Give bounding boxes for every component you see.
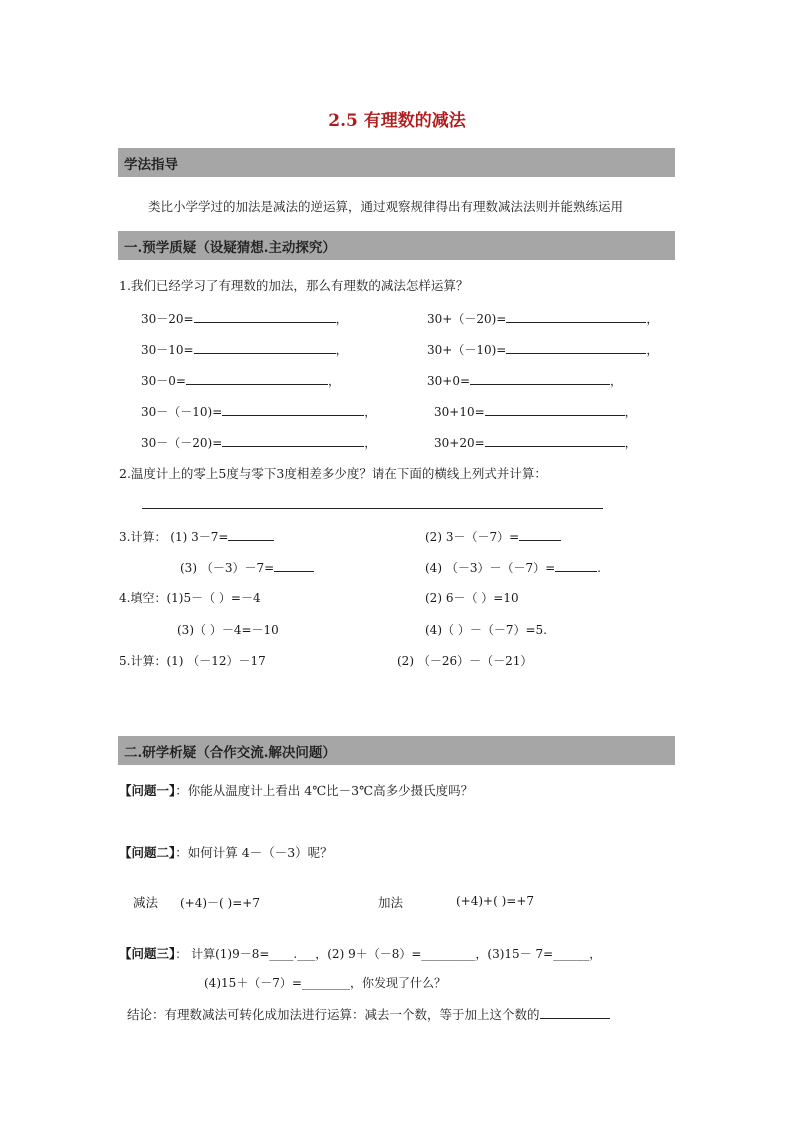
question-3-item-3: (3) （－3）－7= <box>180 558 314 576</box>
q1-right-row: 30+（－20)= ， <box>427 309 658 327</box>
q1-left-row: 30－20= ， <box>141 309 348 327</box>
q1-left-row: 30－0= ， <box>141 371 340 389</box>
q1-left-row: 30－（－10)= ， <box>141 402 376 420</box>
conclusion: 结论：有理数减法可转化成加法进行运算：减去一个数，等于加上这个数的 <box>127 1005 610 1023</box>
question-4-item-4: (4)（ ）－（－7）=5. <box>425 623 547 637</box>
problem-3-row2: (4)15＋（－7）=________，你发现了什么？ <box>204 976 446 990</box>
answer-blank[interactable]: ____.___ <box>269 947 316 961</box>
subtraction-expression: (+4)－( )=+7 <box>180 896 260 910</box>
addition-label: 加法 <box>378 895 404 910</box>
question-3-row1: 3.计算： (1) 3－7= <box>119 527 274 545</box>
page-title: 2.5 有理数的减法 <box>328 111 466 131</box>
addition-expression: (+4)+( )=+7 <box>456 894 535 908</box>
answer-blank[interactable] <box>506 309 646 323</box>
answer-blank[interactable] <box>194 309 336 323</box>
answer-blank[interactable] <box>485 402 625 416</box>
answer-blank[interactable] <box>222 402 364 416</box>
answer-blank[interactable] <box>194 340 336 354</box>
answer-blank[interactable] <box>222 433 364 447</box>
guide-text: 类比小学学过的加法是减法的逆运算，通过观察规律得出有理数减法法则并能熟练运用 <box>148 199 624 214</box>
section-header-guide <box>118 148 675 177</box>
answer-blank[interactable] <box>519 527 561 541</box>
question-5-item-2: (2) （－26）－（－21） <box>397 654 533 668</box>
answer-blank[interactable] <box>540 1005 610 1019</box>
answer-blank[interactable] <box>228 527 274 541</box>
answer-blank[interactable] <box>485 433 625 447</box>
q1-left-row: 30－10= ， <box>141 340 348 358</box>
question-4-row1: 4.填空：(1)5－（ ）=－4 <box>119 591 261 605</box>
answer-blank[interactable] <box>274 558 314 572</box>
section-header-label: 一.预学质疑（设疑猜想.主动探究） <box>124 240 336 256</box>
answer-blank[interactable]: ______ <box>553 947 590 961</box>
answer-blank[interactable] <box>506 340 646 354</box>
question-5-row: 5.计算：(1) （－12）－17 <box>119 654 266 668</box>
answer-blank[interactable] <box>470 371 610 385</box>
answer-blank[interactable] <box>555 558 597 572</box>
question-4-item-3: (3)（ ）－4=－10 <box>177 623 279 637</box>
question-1-prompt: 1.我们已经学习了有理数的加法，那么有理数的减法怎样运算？ <box>119 278 469 293</box>
q1-right-row: 30+20= ， <box>434 433 637 451</box>
answer-blank[interactable]: ________ <box>301 976 350 990</box>
section-header-label: 学法指导 <box>124 157 178 173</box>
problem-1: 【问题一】：你能从温度计上看出 4℃比－3℃高多少摄氏度吗？ <box>119 783 474 798</box>
question-3-item-4: (4) （－3）－（－7）= . <box>425 558 601 576</box>
question-3-item-2: (2) 3－（－7）= <box>425 527 561 545</box>
question-2-prompt: 2.温度计上的零上5度与零下3度相差多少度？请在下面的横线上列式并计算： <box>119 466 547 481</box>
section-header-label: 二.研学析疑（合作交流.解决问题） <box>124 745 336 761</box>
q1-right-row: 30+10= ， <box>434 402 637 420</box>
answer-line[interactable] <box>142 508 603 509</box>
q1-left-row: 30－（－20)= ， <box>141 433 376 451</box>
answer-blank[interactable] <box>186 371 328 385</box>
q1-right-row: 30+0= ， <box>427 371 622 389</box>
section-header-study <box>118 736 675 765</box>
answer-blank[interactable]: _________ <box>421 947 476 961</box>
question-4-item-2: (2) 6－（ ）=10 <box>425 591 519 605</box>
q1-right-row: 30+（－10)= ， <box>427 340 658 358</box>
section-header-preview <box>118 231 675 260</box>
problem-3-row1: 【问题三】： 计算(1)9－8=____.___，(2) 9＋（－8）=_________，(3)15－ 7=______， <box>119 946 602 961</box>
problem-2: 【问题二】：如何计算 4－（－3）呢？ <box>119 845 333 860</box>
subtraction-label: 减法 <box>133 895 159 910</box>
